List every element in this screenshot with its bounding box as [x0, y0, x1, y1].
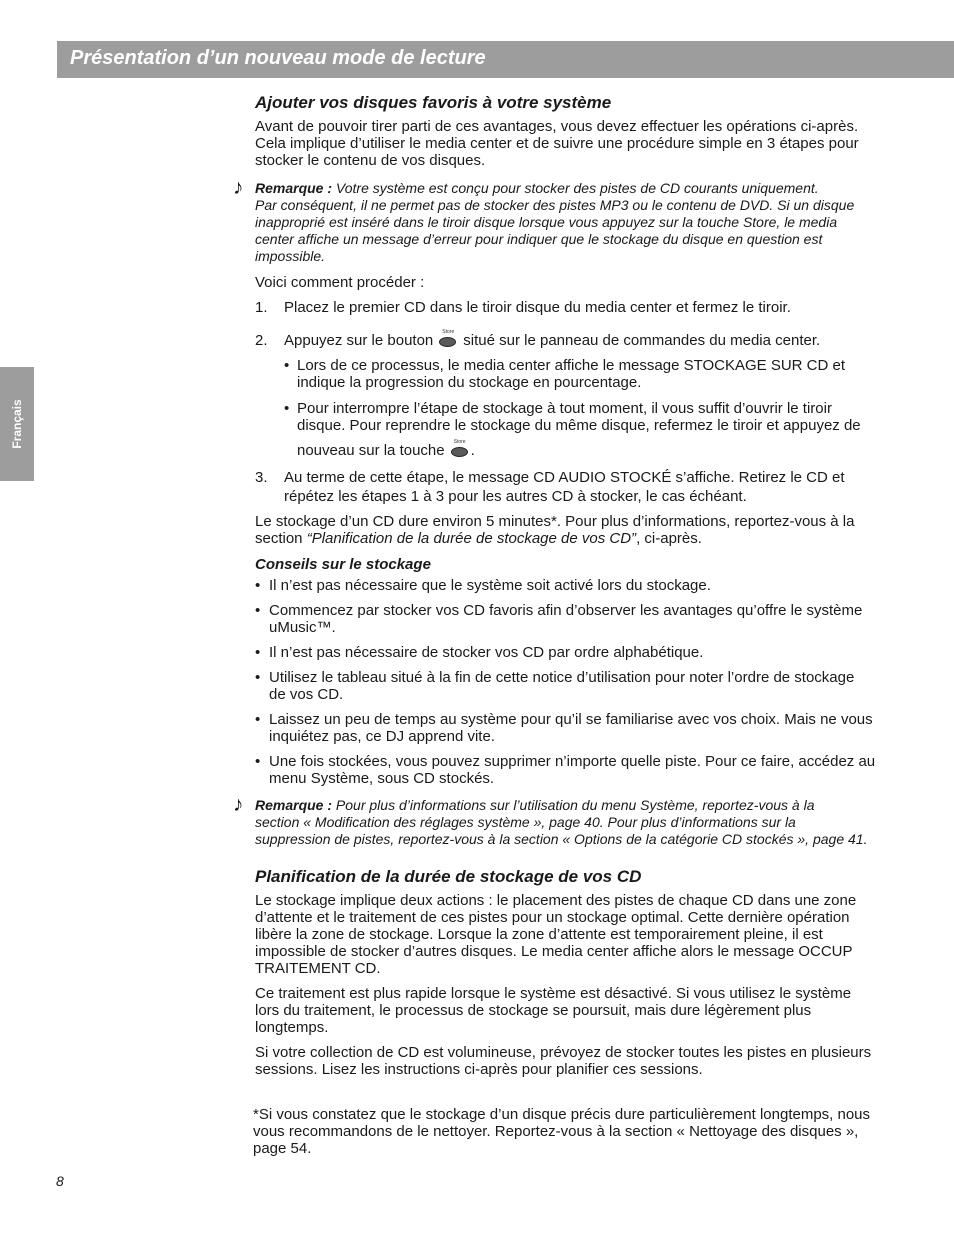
- bullet-mark: •: [255, 644, 261, 661]
- note-text: Pour plus d’informations sur l’utilisation du menu Système, reportez-vous à la: [335, 797, 815, 813]
- note-label: Remarque :: [255, 180, 333, 196]
- step-text: Placez le premier CD dans le tiroir disque du media center et fermez le tiroir.: [284, 299, 791, 316]
- text-line: Avant de pouvoir tirer parti de ces avantages, vous devez effectuer les opérations ci-après.: [255, 118, 859, 135]
- text-line: longtemps.: [255, 1019, 329, 1036]
- text-line: Si votre collection de CD est volumineuse, prévoyez de stocker toutes les pistes en plusieurs: [255, 1044, 872, 1061]
- bullet-mark: •: [284, 357, 290, 374]
- bullet-text: [297, 400, 905, 459]
- text-line: d’attente et le traitement de ces pistes pour un stockage optimal. Cette dernière opération: [255, 909, 850, 926]
- bullet-mark: •: [255, 711, 261, 728]
- planning-paragraph-2: [255, 985, 905, 1036]
- tip-text: Il n’est pas nécessaire que le système soit activé lors du stockage.: [269, 577, 711, 594]
- text-line: section « Modification des réglages système », page 40. Pour plus d’informations sur la: [255, 814, 796, 830]
- text-line: page 54.: [253, 1140, 312, 1157]
- note-text: Votre système est conçu pour stocker des pistes de CD courants uniquement.: [335, 180, 819, 196]
- intro-paragraph: [255, 118, 905, 169]
- text-line: Utilisez le tableau situé à la fin de cette notice d’utilisation pour noter l’ordre de stockage: [269, 669, 855, 686]
- text-line: de vos CD.: [269, 686, 344, 703]
- text-line: Commencez par stocker vos CD favoris afin d’observer les avantages qu’offre le système: [269, 602, 863, 619]
- text-line: sessions. Lisez les instructions ci-après pour planifier ces sessions.: [255, 1061, 703, 1078]
- text-line: *Si vous constatez que le stockage d’un disque précis dure particulièrement longtemps, nous: [253, 1106, 871, 1123]
- text-segment: , ci-après.: [636, 530, 702, 547]
- store-button-caption: Store: [453, 438, 466, 445]
- text-line: stocker le contenu de vos disques.: [255, 152, 486, 169]
- text-line: inquiétez pas, ce DJ apprend vite.: [269, 728, 495, 745]
- text-after-button: .: [470, 442, 475, 459]
- text-line: répétez les étapes 1 à 3 pour les autres CD à stocker, le cas échéant.: [284, 488, 747, 505]
- store-button-caption: Store: [442, 328, 455, 335]
- tip-text: Il n’est pas nécessaire de stocker vos CD par ordre alphabétique.: [269, 644, 704, 661]
- bullet-mark: •: [284, 400, 290, 417]
- footnote: [253, 1106, 903, 1157]
- tip-text: [269, 602, 905, 636]
- step-number: 3.: [255, 469, 268, 486]
- text-line: Laissez un peu de temps au système pour qu’il se familiarise avec vos choix. Mais ne vous: [269, 711, 873, 728]
- text-line: impossible de stocker d’autres disques. Le media center affiche alors le message OCCUP: [255, 943, 853, 960]
- text-line: indique la progression du stockage en pourcentage.: [297, 374, 642, 391]
- step-text-after: situé sur le panneau de commandes du media center.: [463, 332, 821, 349]
- section-heading-planning: Planification de la durée de stockage de vos CD: [255, 867, 642, 886]
- text-line: center affiche un message d’erreur pour indiquer que le stockage du disque en question est: [255, 231, 823, 247]
- text-line: Cela implique d’utiliser le media center et de suivre une procédure simple en 3 étapes pour: [255, 135, 859, 152]
- bullet-mark: •: [255, 753, 261, 770]
- duration-paragraph: [255, 513, 905, 547]
- language-tab: [0, 367, 34, 481]
- text-line: Pour interrompre l’étape de stockage à tout moment, il vous suffit d’ouvrir le tiroir: [297, 400, 832, 417]
- section-reference-link: “Planification de la durée de stockage de vos CD”: [306, 530, 637, 547]
- text-line: lors du traitement, le processus de stockage se poursuit, mais dure légèrement plus: [255, 1002, 812, 1019]
- tip-text: [269, 711, 905, 745]
- step-text-before: Appuyez sur le bouton: [284, 332, 434, 349]
- text-line: libère la zone de stockage. Lorsque la zone d’attente est temporairement pleine, il est: [255, 926, 823, 943]
- step-text: [284, 469, 904, 505]
- store-button-icon: [450, 438, 470, 458]
- text-line: [255, 180, 905, 197]
- planning-paragraph-1: [255, 892, 905, 977]
- text-line: [297, 438, 905, 459]
- text-segment: section: [255, 530, 307, 547]
- text-line: Lors de ce processus, le media center affiche le message STOCKAGE SUR CD et: [297, 357, 846, 374]
- step-number: 1.: [255, 299, 268, 316]
- language-tab-label: Français: [10, 399, 24, 449]
- text-line: [255, 797, 905, 814]
- text-line: TRAITEMENT CD.: [255, 960, 381, 977]
- tip-text: [269, 669, 905, 703]
- text-line: disque. Pour reprendre le stockage du même disque, refermez le tiroir et appuyez de: [297, 417, 861, 434]
- text-line: Par conséquent, il ne permet pas de stocker des pistes MP3 ou le contenu de DVD. Si un disque: [255, 197, 855, 213]
- note-storage-limits: [233, 176, 905, 265]
- bullet-text: [297, 357, 905, 391]
- step-text: [284, 328, 904, 349]
- tips-heading: Conseils sur le stockage: [255, 556, 431, 573]
- note-label: Remarque :: [255, 797, 333, 813]
- music-note-icon: ♪: [233, 176, 244, 199]
- bullet-mark: •: [255, 669, 261, 686]
- step-number: 2.: [255, 332, 268, 349]
- note-system-menu: [233, 793, 905, 848]
- store-button-icon: [438, 328, 458, 348]
- text-line: uMusic™.: [269, 619, 336, 636]
- page-number: 8: [56, 1173, 64, 1189]
- text-line: inapproprié est inséré dans le tiroir disque lorsque vous appuyez sur la touche Store, le media: [255, 214, 838, 230]
- text-line: menu Système, sous CD stockés.: [269, 770, 495, 787]
- music-note-icon: ♪: [233, 793, 244, 816]
- header-bar: [57, 41, 954, 78]
- text-line: impossible.: [255, 248, 326, 264]
- tip-text: [269, 753, 905, 787]
- text-line: Ce traitement est plus rapide lorsque le système est désactivé. Si vous utilisez le système: [255, 985, 852, 1002]
- text-line: suppression de pistes, reportez-vous à la section « Options de la catégorie CD stockés », page 41.: [255, 831, 868, 847]
- text-line: [255, 530, 905, 547]
- bullet-mark: •: [255, 602, 261, 619]
- section-heading-add-discs: Ajouter vos disques favoris à votre système: [255, 93, 612, 112]
- page-title: Présentation d’un nouveau mode de lecture: [70, 47, 486, 69]
- bullet-mark: •: [255, 577, 261, 594]
- text-line: Au terme de cette étape, le message CD AUDIO STOCKÉ s’affiche. Retirez le CD et: [284, 469, 845, 486]
- text-line: vous recommandons de le nettoyer. Reportez-vous à la section « Nettoyage des disques »,: [253, 1123, 859, 1140]
- planning-paragraph-3: [255, 1044, 905, 1078]
- text-line: Une fois stockées, vous pouvez supprimer n’importe quelle piste. Pour ce faire, accédez au: [269, 753, 876, 770]
- how-to-intro: Voici comment procéder :: [255, 274, 425, 291]
- text-line: Le stockage d’un CD dure environ 5 minutes*. Pour plus d’informations, reportez-vous à la: [255, 513, 855, 530]
- text-before-button: nouveau sur la touche: [297, 442, 445, 459]
- text-line: Le stockage implique deux actions : le placement des pistes de chaque CD dans une zone: [255, 892, 857, 909]
